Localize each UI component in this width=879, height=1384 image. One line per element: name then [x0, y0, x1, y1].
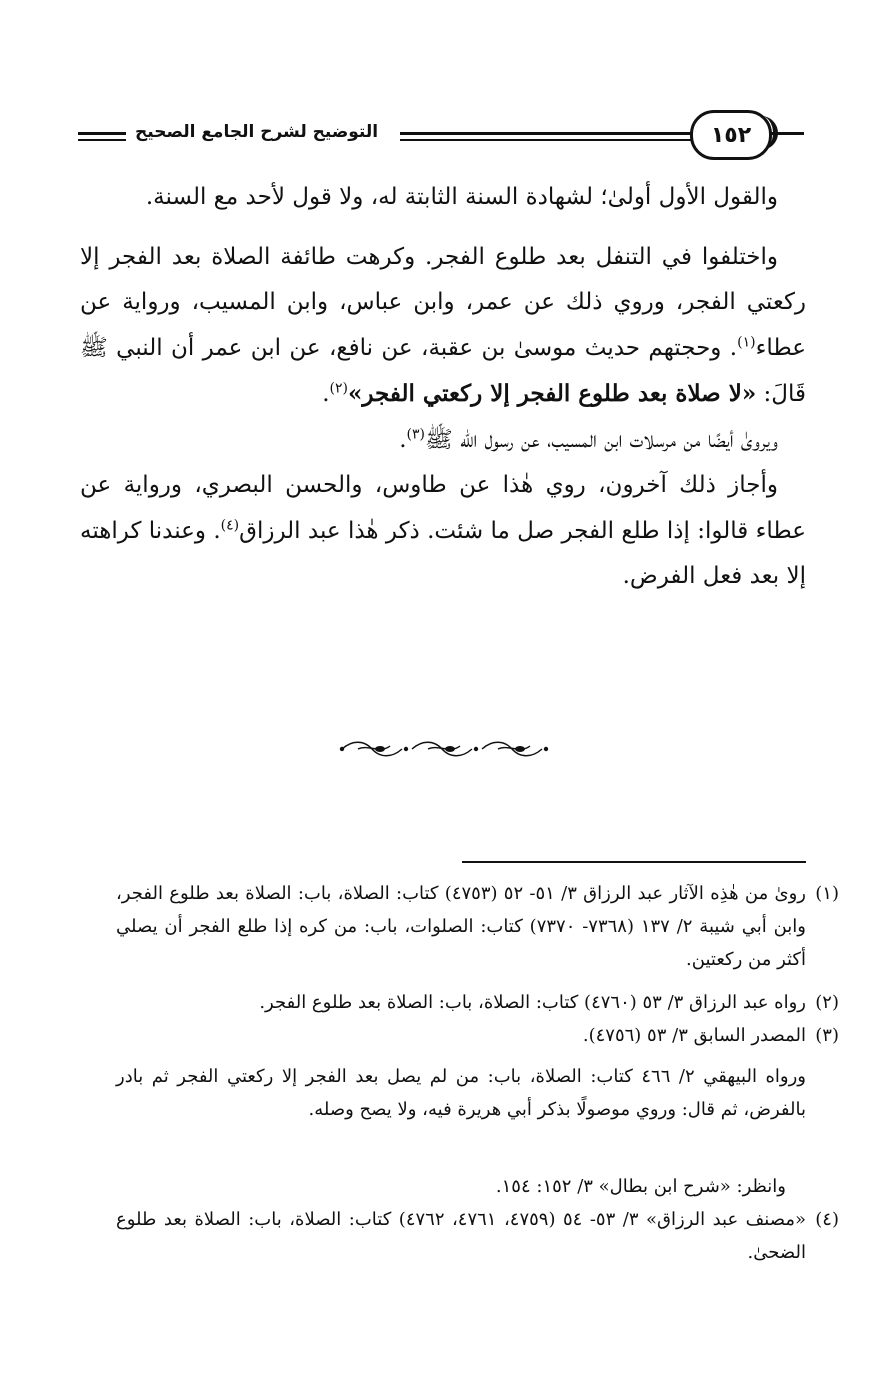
paragraph-3-end: . — [399, 426, 407, 453]
hadith-quote: «لا صلاة بعد طلوع الفجر إلا ركعتي الفجر» — [347, 380, 757, 407]
main-text — [80, 175, 806, 600]
footnote-number-1: (١) — [815, 883, 839, 904]
header-rule-left-top — [78, 132, 126, 135]
footnote-ref-4: (٤) — [220, 516, 240, 533]
footnote-3-see-also: وانظر: «شرح ابن بطال» ٣/ ١٥٢: ١٥٤. — [495, 1176, 786, 1197]
footnote-ref-2: (٢) — [329, 380, 348, 397]
paragraph-2 — [80, 235, 806, 418]
footnote-1: روىٰ من هٰذِه الآثار عبد الرزاق ٣/ ٥١- ٥٢ (٤٧٥٣) كتاب: الصلاة، باب: الصلاة بعد طلوع الفجر، وابن أبي شيبة ٢/ ١٣٧ (٧٣٦٨- ٧٣٧٠) كتاب: الصلوات، باب: من كره إذا طلع الفجر أن يصلي أكثر من ركعتين. — [116, 883, 807, 970]
header-rule-right-top — [400, 132, 692, 135]
paragraph-1: والقول الأول أولىٰ؛ لشهادة السنة الثابتة له، ولا قول لأحد مع السنة. — [145, 184, 778, 210]
page-number: ١٥٢ — [690, 110, 772, 160]
paragraph-3 — [80, 418, 806, 464]
footnote-3-continuation: ورواه البيهقي ٢/ ٤٦٦ كتاب: الصلاة، باب: من لم يصل بعد الفجر إلا ركعتي الفجر ثم بادر بالفرض، ثم قال: وروي موصولًا بذكر أبي هريرة فيه، ولا يصح وصله. — [116, 1066, 806, 1120]
paragraph-4-text-a: وأجاز ذلك آخرون، روي هٰذا عن طاوس، والحسن البصري، ورواية عن عطاء قالوا: إذا طلع الفجر صل ما شئت. ذكر هٰذا عبد الرزاق — [80, 472, 806, 544]
footnote-4: «مصنف عبد الرزاق» ٣/ ٥٣- ٥٤ (٤٧٥٩، ٤٧٦١، ٤٧٦٢) كتاب: الصلاة، باب: الصلاة بعد طلوع الضحىٰ. — [116, 1209, 807, 1263]
footnote-number-3: (٣) — [815, 1025, 839, 1046]
paragraph-4-text-b: . وعندنا كراهته إلا بعد فعل الفرض. — [80, 517, 806, 589]
paragraph-3-text: ويروىٰ أيضًا من مرسلات ابن المسيب، عن رسول الله ﷺ — [424, 426, 778, 453]
footnote-ref-1: (١) — [737, 333, 756, 350]
footnote-3: المصدر السابق ٣/ ٥٣ (٤٧٥٦). — [582, 1025, 806, 1046]
paragraph-2-text-a: واختلفوا في التنفل بعد طلوع الفجر. وكرهت طائفة الصلاة بعد الفجر إلا ركعتي الفجر، وروي ذلك عن عمر، وابن عباس، وابن المسيب، ورواية عن عطاء — [80, 243, 806, 361]
section-ornament — [338, 738, 550, 760]
paragraph-2-text-b: . وحجتهم حديث موسىٰ بن عقبة، عن نافع، عن ابن عمر أن النبي ﷺ قَالَ: — [80, 334, 806, 407]
paragraph-2-end: . — [322, 381, 330, 407]
footnote-number-4: (٤) — [815, 1209, 839, 1230]
footnote-2: رواه عبد الرزاق ٣/ ٥٣ (٤٧٦٠) كتاب: الصلاة، باب: الصلاة بعد طلوع الفجر. — [259, 992, 806, 1013]
header-rule-right-bottom — [400, 139, 692, 141]
header-rule-left-bottom — [78, 139, 126, 141]
paragraph-4 — [80, 463, 806, 600]
running-title: التوضيح لشرح الجامع الصحيح — [135, 122, 379, 142]
footnote-ref-3: (٣) — [406, 425, 425, 442]
footnote-number-2: (٢) — [815, 992, 839, 1013]
footnote-separator — [462, 861, 806, 863]
